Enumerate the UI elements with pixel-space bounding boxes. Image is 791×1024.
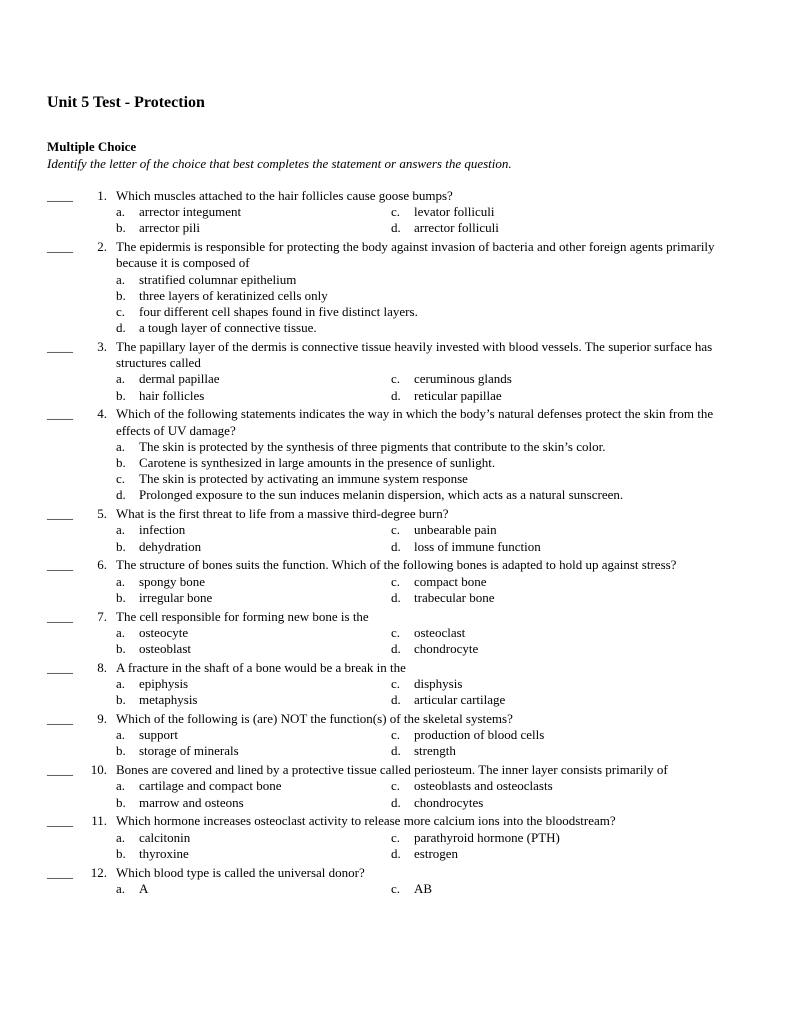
option-text: arrector pili — [139, 220, 200, 236]
option-text: unbearable pain — [414, 522, 497, 538]
answer-option — [116, 727, 391, 743]
option-letter: d. — [391, 387, 401, 403]
option-text: Prolonged exposure to the sun induces melanin dispersion, which acts as a natural sunscreen. — [139, 487, 624, 503]
option-letter: c. — [391, 676, 401, 692]
answer-option — [116, 881, 391, 897]
answer-option — [116, 471, 736, 487]
option-letter: b. — [116, 743, 126, 759]
question-number: 5. — [97, 506, 107, 522]
option-letter: b. — [116, 794, 126, 810]
question-8 — [0, 660, 791, 711]
option-text: production of blood cells — [414, 727, 545, 743]
option-text: articular cartilage — [414, 692, 506, 708]
question-number: 2. — [97, 239, 107, 255]
answer-options — [116, 676, 736, 708]
option-letter: a. — [116, 624, 126, 640]
answer-option — [116, 625, 391, 641]
question-3 — [0, 339, 791, 406]
option-text: Carotene is synthesized in large amounts in the presence of sunlight. — [139, 455, 496, 471]
option-letter: d. — [116, 487, 126, 503]
option-letter: d. — [391, 538, 401, 554]
option-letter: d. — [391, 589, 401, 605]
answer-option — [391, 590, 691, 606]
question-12 — [0, 865, 791, 900]
question-9 — [0, 711, 791, 762]
option-text: infection — [139, 522, 186, 538]
question-stem: The structure of bones suits the function. Which of the following bones is adapted to hold up against stress? — [116, 557, 677, 573]
answer-option — [116, 487, 736, 503]
answer-option — [116, 220, 391, 236]
option-letter: c. — [391, 204, 401, 220]
option-text: chondrocytes — [414, 794, 484, 810]
option-letter: c. — [116, 471, 126, 487]
option-text: stratified columnar epithelium — [139, 271, 297, 287]
page-title: Unit 5 Test - Protection — [47, 94, 205, 111]
answer-option — [116, 204, 391, 220]
answer-option — [391, 371, 691, 387]
answer-option — [116, 692, 391, 708]
option-text: cartilage and compact bone — [139, 778, 282, 794]
answer-option — [116, 388, 391, 404]
instructions: Identify the letter of the choice that best completes the statement or answers the question. — [47, 156, 512, 171]
answer-options — [116, 881, 736, 897]
option-letter: c. — [391, 829, 401, 845]
question-stem: Which of the following statements indicates the way in which the body’s natural defenses protect the skin from the effects of UV damage? — [116, 406, 714, 438]
answer-option — [116, 846, 391, 862]
answer-options — [116, 625, 736, 657]
question-number: 8. — [97, 659, 107, 675]
question-6 — [0, 557, 791, 608]
answer-option — [391, 727, 691, 743]
section-title: Multiple Choice — [47, 139, 137, 154]
answer-option — [391, 795, 691, 811]
option-letter: d. — [116, 320, 126, 336]
answer-option — [116, 539, 391, 555]
option-text: AB — [414, 880, 433, 896]
question-stem: Which blood type is called the universal donor? — [116, 864, 365, 880]
answer-option — [116, 676, 391, 692]
answer-blank[interactable]: ____ — [47, 239, 73, 255]
answer-blank[interactable]: ____ — [47, 557, 73, 573]
option-text: arrector folliculi — [414, 220, 499, 236]
option-text: chondrocyte — [414, 641, 479, 657]
option-text: thyroxine — [139, 845, 189, 861]
option-text: three layers of keratinized cells only — [139, 287, 328, 303]
option-text: four different cell shapes found in five distinct layers. — [139, 304, 418, 320]
option-text: metaphysis — [139, 692, 198, 708]
question-stem: Bones are covered and lined by a protective tissue called periosteum. The inner layer consists primarily of — [116, 762, 668, 778]
option-letter: b. — [116, 692, 126, 708]
answer-options — [116, 830, 736, 862]
answer-option — [116, 590, 391, 606]
answer-option — [391, 830, 691, 846]
question-7 — [0, 609, 791, 660]
option-text: osteocyte — [139, 624, 189, 640]
answer-option — [116, 830, 391, 846]
option-letter: a. — [116, 880, 126, 896]
option-letter: a. — [116, 522, 126, 538]
answer-options — [116, 371, 736, 403]
option-letter: d. — [391, 220, 401, 236]
option-text: ceruminous glands — [414, 371, 512, 387]
option-text: storage of minerals — [139, 743, 239, 759]
option-letter: c. — [391, 624, 401, 640]
option-text: trabecular bone — [414, 589, 495, 605]
option-letter: a. — [116, 438, 126, 454]
answer-blank[interactable]: ____ — [47, 659, 73, 675]
option-letter: d. — [391, 641, 401, 657]
answer-option — [116, 574, 391, 590]
option-text: hair follicles — [139, 387, 205, 403]
answer-options — [116, 727, 736, 759]
answer-blank[interactable]: ____ — [47, 339, 73, 355]
answer-option — [391, 692, 691, 708]
question-list — [0, 188, 791, 900]
answer-option — [116, 778, 391, 794]
option-text: The skin is protected by the synthesis of three pigments that contribute to the skin’s color. — [139, 438, 606, 454]
option-letter: a. — [116, 829, 126, 845]
option-letter: b. — [116, 287, 126, 303]
question-stem: What is the first threat to life from a massive third-degree burn? — [116, 506, 449, 522]
option-letter: b. — [116, 641, 126, 657]
question-number: 7. — [97, 608, 107, 624]
answer-blank[interactable]: ____ — [47, 813, 73, 829]
option-text: dehydration — [139, 538, 202, 554]
question-number: 9. — [97, 711, 107, 727]
answer-options — [116, 439, 736, 504]
answer-option — [116, 288, 736, 304]
answer-option — [116, 272, 736, 288]
option-letter: d. — [391, 845, 401, 861]
question-stem: Which hormone increases osteoclast activity to release more calcium ions into the bloodstream? — [116, 813, 616, 829]
option-letter: d. — [391, 692, 401, 708]
option-letter: c. — [391, 522, 401, 538]
answer-option — [116, 743, 391, 759]
option-text: irregular bone — [139, 589, 213, 605]
answer-option — [116, 371, 391, 387]
option-text: spongy bone — [139, 573, 206, 589]
answer-options — [116, 778, 736, 810]
option-letter: d. — [391, 794, 401, 810]
question-number: 6. — [97, 557, 107, 573]
answer-option — [116, 795, 391, 811]
option-letter: a. — [116, 204, 126, 220]
option-letter: b. — [116, 387, 126, 403]
option-letter: a. — [116, 371, 126, 387]
question-11 — [0, 813, 791, 864]
question-5 — [0, 506, 791, 557]
question-stem: Which of the following is (are) NOT the function(s) of the skeletal systems? — [116, 711, 513, 727]
question-stem: Which muscles attached to the hair follicles cause goose bumps? — [116, 188, 453, 203]
answer-option — [391, 522, 691, 538]
question-stem: The papillary layer of the dermis is connective tissue heavily invested with blood vessels. The superior surface has structures called — [116, 339, 713, 371]
option-text: marrow and osteons — [139, 794, 244, 810]
option-text: osteoblasts and osteoclasts — [414, 778, 553, 794]
answer-options — [116, 574, 736, 606]
question-number: 3. — [97, 339, 107, 355]
question-2 — [0, 239, 791, 339]
question-number: 4. — [97, 406, 107, 422]
question-number: 1. — [97, 188, 107, 203]
answer-blank[interactable]: ____ — [47, 188, 73, 203]
option-text: support — [139, 727, 178, 743]
option-letter: c. — [391, 573, 401, 589]
option-letter: b. — [116, 220, 126, 236]
answer-blank[interactable]: ____ — [47, 711, 73, 727]
answer-option — [116, 641, 391, 657]
option-text: strength — [414, 743, 456, 759]
answer-options — [116, 272, 736, 337]
option-text: parathyroid hormone (PTH) — [414, 829, 560, 845]
option-letter: a. — [116, 727, 126, 743]
answer-blank[interactable]: ____ — [47, 608, 73, 624]
question-number: 11. — [91, 813, 107, 829]
answer-option — [391, 539, 691, 555]
option-letter: c. — [391, 880, 401, 896]
answer-option — [116, 320, 736, 336]
option-letter: b. — [116, 455, 126, 471]
answer-option — [391, 220, 691, 236]
answer-option — [391, 388, 691, 404]
option-text: a tough layer of connective tissue. — [139, 320, 317, 336]
answer-option — [391, 204, 691, 220]
option-text: arrector integument — [139, 204, 242, 220]
question-10 — [0, 762, 791, 813]
option-text: levator folliculi — [414, 204, 495, 220]
answer-option — [391, 846, 691, 862]
question-1 — [0, 188, 791, 239]
option-text: loss of immune function — [414, 538, 541, 554]
question-number: 10. — [90, 762, 107, 778]
answer-options — [116, 204, 736, 236]
answer-option — [391, 625, 691, 641]
answer-option — [391, 743, 691, 759]
option-letter: b. — [116, 538, 126, 554]
option-letter: b. — [116, 589, 126, 605]
answer-option — [116, 455, 736, 471]
answer-option — [116, 439, 736, 455]
option-letter: c. — [116, 304, 126, 320]
question-stem: A fracture in the shaft of a bone would be a break in the — [116, 659, 406, 675]
answer-option — [391, 676, 691, 692]
option-letter: a. — [116, 573, 126, 589]
answer-blank[interactable]: ____ — [47, 762, 73, 778]
option-text: calcitonin — [139, 829, 191, 845]
option-text: osteoclast — [414, 624, 466, 640]
option-text: The skin is protected by activating an immune system response — [139, 471, 468, 487]
answer-option — [391, 881, 691, 897]
answer-option — [116, 304, 736, 320]
answer-option — [391, 778, 691, 794]
option-letter: b. — [116, 845, 126, 861]
option-text: estrogen — [414, 845, 459, 861]
answer-blank[interactable]: ____ — [47, 864, 73, 880]
answer-blank[interactable]: ____ — [47, 406, 73, 422]
answer-option — [391, 641, 691, 657]
option-text: epiphysis — [139, 676, 189, 692]
option-letter: a. — [116, 676, 126, 692]
answer-blank[interactable]: ____ — [47, 506, 73, 522]
option-text: reticular papillae — [414, 387, 502, 403]
option-text: osteoblast — [139, 641, 191, 657]
option-letter: a. — [116, 778, 126, 794]
question-4 — [0, 406, 791, 506]
answer-option — [116, 522, 391, 538]
option-text: A — [139, 880, 149, 896]
answer-options — [116, 522, 736, 554]
question-stem: The cell responsible for forming new bone is the — [116, 608, 369, 624]
option-text: compact bone — [414, 573, 487, 589]
option-letter: c. — [391, 371, 401, 387]
answer-option — [391, 574, 691, 590]
question-stem: The epidermis is responsible for protecting the body against invasion of bacteria and other foreign agents primarily because it is composed of — [116, 239, 715, 271]
option-letter: c. — [391, 727, 401, 743]
question-number: 12. — [90, 864, 107, 880]
option-letter: c. — [391, 778, 401, 794]
option-text: disphysis — [414, 676, 463, 692]
option-letter: a. — [116, 271, 126, 287]
option-letter: d. — [391, 743, 401, 759]
option-text: dermal papillae — [139, 371, 220, 387]
